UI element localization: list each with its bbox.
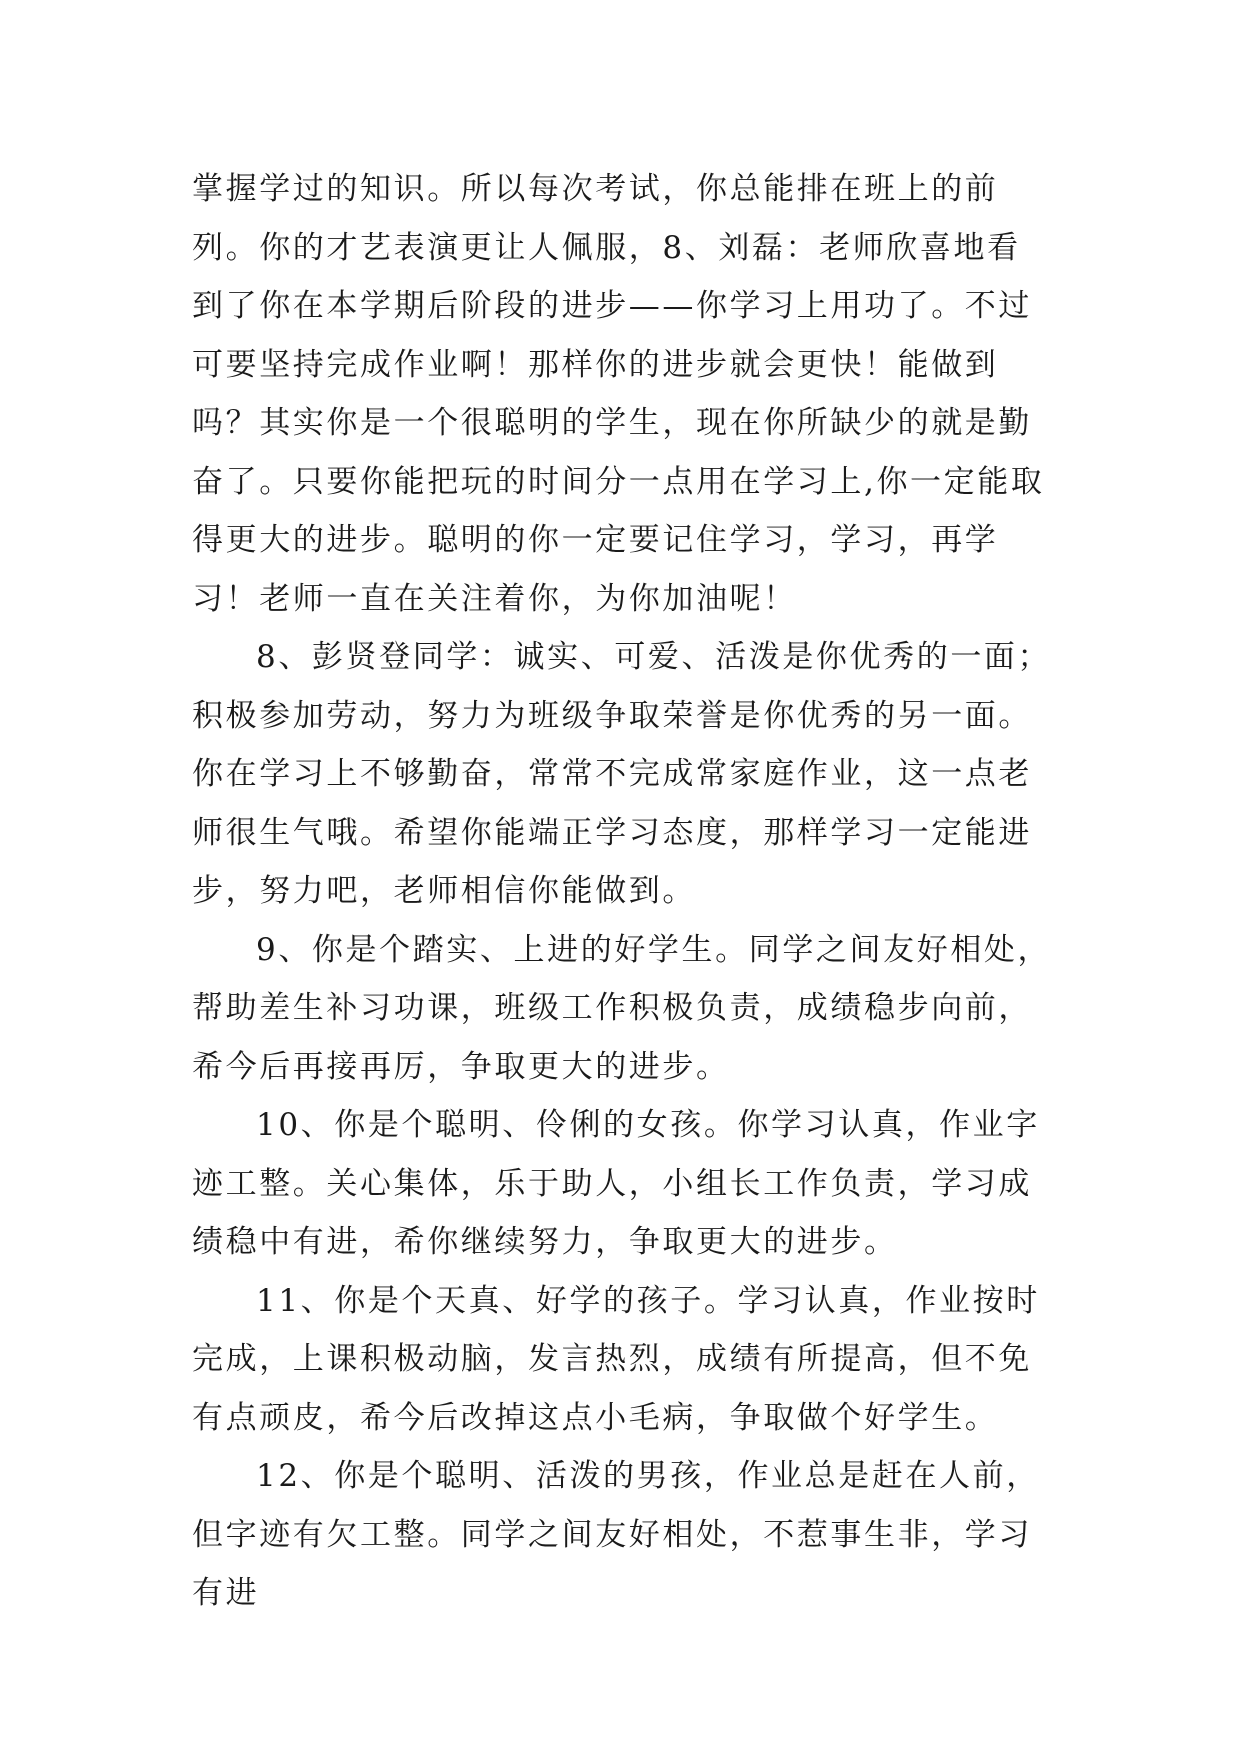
- document-page: [192, 160, 1052, 1623]
- paragraph-5: 11、你是个天真、好学的孩子。学习认真，作业按时完成，上课积极动脑，发言热烈，成绩有所提高，但不免有点顽皮，希今后改掉这点小毛病，争取做个好学生。: [192, 1282, 1040, 1436]
- paragraph-6: 12、你是个聪明、活泼的男孩，作业总是赶在人前，但字迹有欠工整。同学之间友好相处，不惹事生非，学习有进: [192, 1458, 1040, 1611]
- paragraph-2: 8、彭贤登同学：诚实、可爱、活泼是你优秀的一面；积极参加劳动，努力为班级争取荣誉是你优秀的另一面。你在学习上不够勤奋，常常不完成常家庭作业，这一点老师很生气哦。希望你能端正学习态度，那样学习一定能进步，努力吧，老师相信你能做到。: [192, 639, 1052, 909]
- paragraph-3: 9、你是个踏实、上进的好学生。同学之间友好相处，帮助差生补习功课，班级工作积极负责，成绩稳步向前，希今后再接再厉，争取更大的进步。: [192, 931, 1052, 1085]
- paragraph-4: 10、你是个聪明、伶俐的女孩。你学习认真，作业字迹工整。关心集体，乐于助人，小组长工作负责，学习成绩稳中有进，希你继续努力，争取更大的进步。: [192, 1107, 1040, 1260]
- paragraph-1: 掌握学过的知识。所以每次考试，你总能排在班上的前列。你的才艺表演更让人佩服，8、刘磊：老师欣喜地看到了你在本学期后阶段的进步——你学习上用功了。不过可要坚持完成作业啊！那样你的进步就会更快！能做到吗？其实你是一个很聪明的学生，现在你所缺少的就是勤奋了。只要你能把玩的时间分一点用在学习上,你一定能取得更大的进步。聪明的你一定要记住学习，学习，再学习！老师一直在关注着你，为你加油呢！: [192, 171, 1045, 617]
